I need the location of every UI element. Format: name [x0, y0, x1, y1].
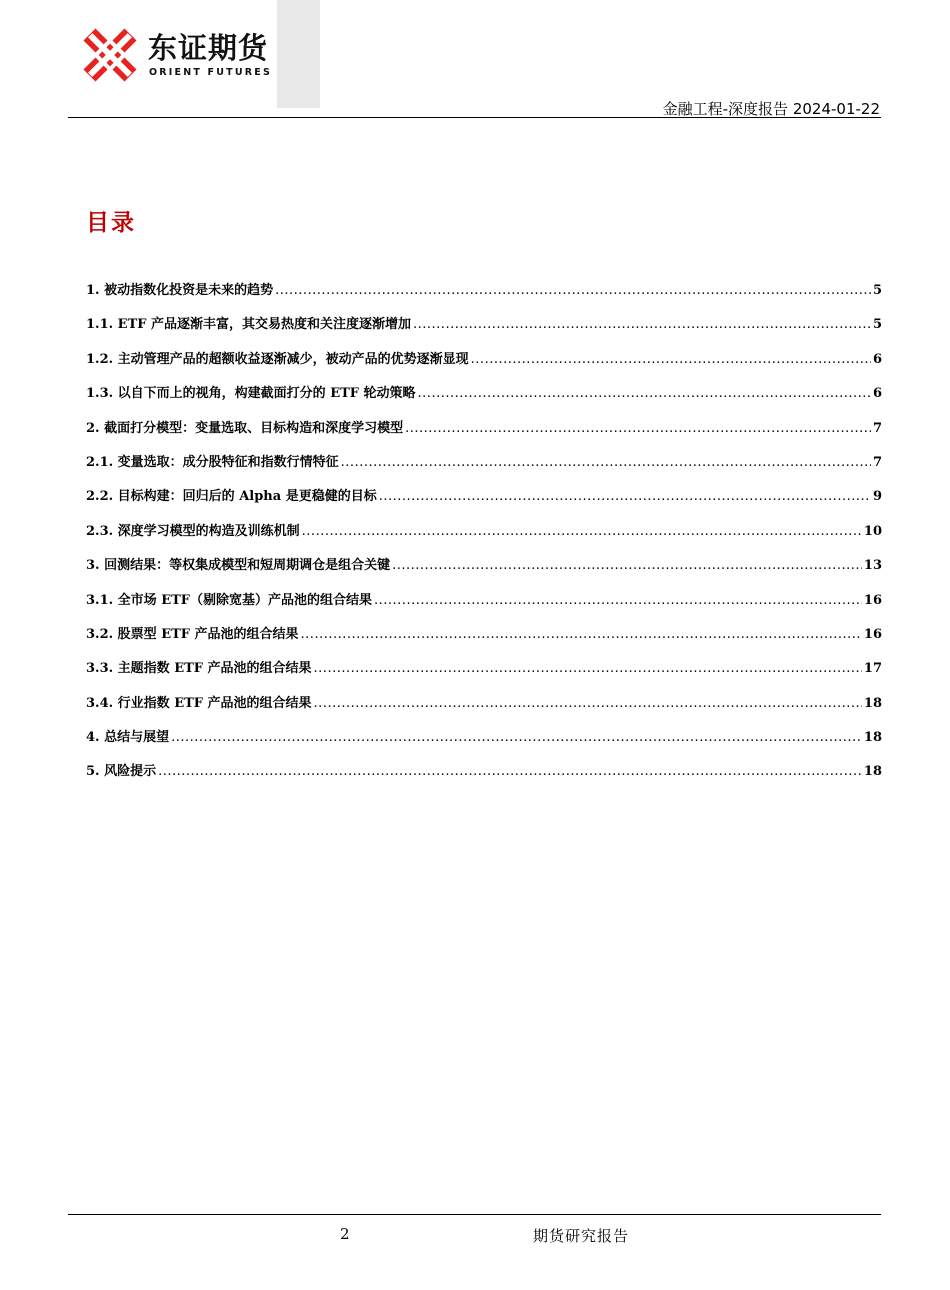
toc-leader-dots — [405, 421, 871, 436]
toc-entry-page: 10 — [863, 523, 882, 539]
toc-entry-label: 2.3. 深度学习模型的构造及训练机制 — [86, 523, 300, 539]
toc-entry-page: 7 — [872, 420, 882, 436]
toc-entry-label: 1.3. 以自下而上的视角，构建截面打分的 ETF 轮动策略 — [86, 386, 416, 402]
toc-entry[interactable] — [86, 451, 882, 485]
toc-leader-dots — [171, 730, 862, 745]
toc-entry-page: 18 — [863, 730, 882, 746]
toc-entry[interactable] — [86, 657, 882, 691]
toc-entry[interactable] — [86, 589, 882, 623]
toc-leader-dots — [301, 627, 862, 642]
header-decor-band — [277, 0, 320, 108]
toc-entry-page: 9 — [872, 489, 882, 505]
toc-title: 目录 — [86, 210, 136, 236]
toc-entry-page: 16 — [863, 626, 882, 642]
toc-entry[interactable] — [86, 313, 882, 347]
toc-leader-dots — [471, 352, 871, 367]
toc-leader-dots — [314, 661, 862, 676]
toc-entry[interactable] — [86, 623, 882, 657]
toc-entry-label: 2.1. 变量选取：成分股特征和指数行情特征 — [86, 454, 339, 470]
brand-name-cn: 东证期货 — [148, 31, 269, 65]
toc-entry[interactable] — [86, 382, 882, 416]
table-of-contents — [86, 279, 882, 795]
toc-entry-label: 2.2. 目标构建：回归后的 Alpha 是更稳健的目标 — [86, 489, 377, 505]
page-number: 2 — [340, 1225, 350, 1243]
toc-leader-dots — [374, 593, 862, 608]
toc-entry-label: 2. 截面打分模型：变量选取、目标构造和深度学习模型 — [86, 420, 404, 436]
toc-entry[interactable] — [86, 554, 882, 588]
toc-entry-page: 18 — [863, 695, 882, 711]
brand-name-en: ORIENT FUTURES — [149, 67, 272, 78]
toc-entry-label: 3.1. 全市场 ETF（剔除宽基）产品池的组合结果 — [86, 592, 373, 608]
toc-leader-dots — [392, 558, 862, 573]
toc-entry-label: 4. 总结与展望 — [86, 730, 170, 746]
toc-entry-page: 5 — [872, 317, 882, 333]
toc-entry[interactable] — [86, 520, 882, 554]
toc-entry[interactable] — [86, 279, 882, 313]
toc-entry-page: 6 — [872, 386, 882, 402]
toc-entry-label: 3.2. 股票型 ETF 产品池的组合结果 — [86, 626, 299, 642]
toc-leader-dots — [418, 386, 871, 401]
toc-entry-page: 6 — [872, 351, 882, 367]
toc-entry[interactable] — [86, 485, 882, 519]
toc-entry-label: 1. 被动指数化投资是未来的趋势 — [86, 283, 274, 298]
toc-leader-dots — [413, 317, 871, 332]
brand-logo — [82, 27, 282, 87]
toc-entry-label: 5. 风险提示 — [86, 764, 157, 780]
toc-leader-dots — [314, 696, 862, 711]
toc-entry-label: 1.2. 主动管理产品的超额收益逐渐减少，被动产品的优势逐渐显现 — [86, 351, 469, 367]
toc-leader-dots — [379, 489, 871, 504]
toc-entry-page: 16 — [863, 592, 882, 608]
footer-divider — [68, 1214, 881, 1215]
toc-entry[interactable] — [86, 348, 882, 382]
toc-entry-page: 18 — [863, 764, 882, 780]
toc-entry-page: 7 — [872, 454, 882, 470]
toc-entry-page: 13 — [863, 558, 882, 574]
toc-leader-dots — [275, 283, 871, 298]
toc-entry-page: 17 — [863, 661, 882, 677]
toc-entry-label: 3.3. 主题指数 ETF 产品池的组合结果 — [86, 661, 312, 677]
toc-entry[interactable] — [86, 692, 882, 726]
header-divider — [68, 117, 881, 118]
toc-leader-dots — [341, 455, 871, 470]
toc-entry-label: 3.4. 行业指数 ETF 产品池的组合结果 — [86, 695, 312, 711]
toc-entry-label: 1.1. ETF 产品逐渐丰富，其交易热度和关注度逐渐增加 — [86, 317, 412, 333]
toc-entry[interactable] — [86, 726, 882, 760]
footer-label: 期货研究报告 — [533, 1227, 630, 1245]
toc-entry[interactable] — [86, 760, 882, 794]
toc-entry-page: 5 — [872, 283, 882, 298]
toc-leader-dots — [302, 524, 862, 539]
toc-leader-dots — [158, 764, 862, 779]
orient-futures-logo-icon — [82, 27, 138, 83]
report-header: 金融工程-深度报告 2024-01-22 — [662, 100, 880, 118]
toc-entry-label: 3. 回测结果：等权集成模型和短周期调仓是组合关键 — [86, 558, 391, 574]
toc-entry[interactable] — [86, 417, 882, 451]
